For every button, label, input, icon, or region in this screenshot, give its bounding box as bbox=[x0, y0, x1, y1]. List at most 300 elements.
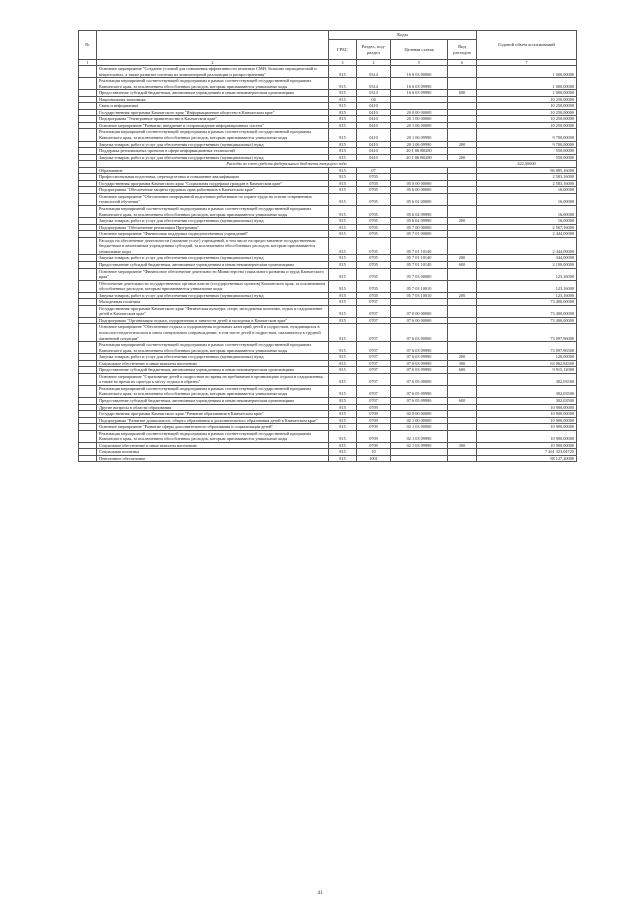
row-grbs: 815 bbox=[329, 193, 357, 205]
row-grbs: 815 bbox=[329, 354, 357, 361]
row-razdel: 0709 bbox=[357, 404, 391, 411]
row-grbs: 815 bbox=[329, 305, 357, 317]
row-razdel: 0410 bbox=[357, 109, 391, 116]
row-name: Связь и информатика bbox=[97, 103, 329, 110]
row-razdel: 1001 bbox=[357, 455, 391, 462]
row-razdel: 0709 bbox=[357, 417, 391, 424]
row-name: Подпрограмма "Электронное правительство в Камчатском крае" bbox=[97, 116, 329, 123]
row-amount: 10 900,00000 bbox=[477, 404, 577, 411]
row-name: Основное мероприятие "Развитие, внедрение и сопровождение информационных систем" bbox=[97, 122, 329, 129]
row-amount: 73 400,00000 bbox=[477, 317, 577, 324]
row-csr: 07 6 03 00000 bbox=[391, 324, 448, 342]
row-grbs: 815 bbox=[329, 360, 357, 367]
row-grbs: 815 bbox=[329, 90, 357, 97]
row-grbs: 815 bbox=[329, 122, 357, 129]
row-number-cell bbox=[79, 193, 97, 205]
row-vr bbox=[448, 305, 477, 317]
row-amount: 10 900,00000 bbox=[477, 442, 577, 449]
row-csr: 07 6 05 09990 bbox=[391, 397, 448, 404]
row-vr: 300 bbox=[448, 442, 477, 449]
row-razdel: 0410 bbox=[357, 148, 391, 155]
header-amount: Годовой объем ассигнований bbox=[477, 31, 577, 60]
row-csr: 02 1 03 09990 bbox=[391, 442, 448, 449]
row-vr bbox=[448, 237, 477, 255]
row-name: Пенсионное обеспечение bbox=[97, 455, 329, 462]
row-number-cell bbox=[79, 129, 97, 141]
row-razdel: 0705 bbox=[357, 261, 391, 268]
row-grbs: 815 bbox=[329, 154, 357, 161]
row-csr: 05 7 00 00000 bbox=[391, 224, 448, 231]
row-csr: 05 7 03 00000 bbox=[391, 268, 448, 280]
row-amount: 73 400,00000 bbox=[477, 299, 577, 306]
row-csr: 07 6 03 09990 bbox=[391, 342, 448, 354]
row-amount: 2 583,16000 bbox=[477, 174, 577, 181]
row-amount: 302,03500 bbox=[477, 397, 577, 404]
row-csr: 16 6 03 09990 bbox=[391, 90, 448, 97]
row-csr: 02 0 00 00000 bbox=[391, 411, 448, 418]
header-grbs: ГРБС bbox=[329, 40, 357, 60]
row-grbs: 815 bbox=[329, 342, 357, 354]
row-name: Закупка товаров, работ и услуг для обеспечения государственных (муниципальных) нужд bbox=[97, 255, 329, 262]
row-razdel: 0707 bbox=[357, 342, 391, 354]
row-name: Социальная политика bbox=[97, 449, 329, 456]
row-grbs: 815 bbox=[329, 424, 357, 431]
row-csr: 07 6 00 00000 bbox=[391, 317, 448, 324]
row-vr bbox=[448, 268, 477, 280]
table-row bbox=[79, 206, 577, 218]
row-csr: 20 1 06 09990 bbox=[391, 129, 448, 141]
row-note: Расходы за счет средств федерального бюджета текущего года bbox=[97, 161, 477, 168]
row-razdel: 0707 bbox=[357, 305, 391, 317]
row-name: Основное мероприятие "Создание условий для повышения эффективности печатных СМИ, больших периодический и вещательных, а также развитие системы их компьютерной реализации и распространения" bbox=[97, 66, 329, 78]
row-number-cell bbox=[79, 305, 97, 317]
row-name: Подпрограмма "Обеспечение реализации Программы" bbox=[97, 224, 329, 231]
row-grbs: 815 bbox=[329, 78, 357, 90]
row-amount: 10 250,00000 bbox=[477, 116, 577, 123]
row-grbs: 815 bbox=[329, 231, 357, 238]
row-grbs: 815 bbox=[329, 373, 357, 385]
table-row bbox=[79, 129, 577, 141]
row-csr: 02 1 03 09990 bbox=[391, 430, 448, 442]
header-codes: Коды bbox=[329, 31, 477, 40]
table-row bbox=[79, 268, 577, 280]
table-row bbox=[79, 280, 577, 292]
row-csr: 07 6 03 09990 bbox=[391, 354, 448, 361]
row-grbs: 815 bbox=[329, 237, 357, 255]
table-row bbox=[79, 455, 577, 462]
row-amount: 73 097,96500 bbox=[477, 342, 577, 354]
row-csr: 05 7 01 00000 bbox=[391, 231, 448, 238]
row-name: Предоставление субсидий бюджетным, автономным учреждениям и иным некоммерческим организациям bbox=[97, 397, 329, 404]
row-razdel: 0410 bbox=[357, 122, 391, 129]
row-name: Обеспечение деятельности государственных органов власти (государственных органов) Камчатского края, за исключением обособленных расходов, которым присваиваются уникальные коды bbox=[97, 280, 329, 292]
row-grbs: 815 bbox=[329, 385, 357, 397]
row-amount: 522,50000 bbox=[477, 161, 577, 168]
row-vr: 200 bbox=[448, 354, 477, 361]
header-name-cell bbox=[97, 31, 329, 60]
row-vr: 200 bbox=[448, 218, 477, 225]
row-vr bbox=[448, 455, 477, 462]
row-amount: 2 444,00000 bbox=[477, 231, 577, 238]
row-csr: 05 7 01 10140 bbox=[391, 261, 448, 268]
row-grbs: 815 bbox=[329, 397, 357, 404]
row-razdel: 0707 bbox=[357, 373, 391, 385]
row-csr: 05 6 00 00000 bbox=[391, 187, 448, 194]
row-vr bbox=[448, 324, 477, 342]
row-number-cell bbox=[79, 342, 97, 354]
row-razdel: 0705 bbox=[357, 292, 391, 299]
row-name: Предоставление субсидий бюджетным, автономным учреждениям и иным некоммерческим организациям bbox=[97, 261, 329, 268]
row-grbs: 815 bbox=[329, 224, 357, 231]
row-grbs: 815 bbox=[329, 442, 357, 449]
row-csr: 20 1 06 00000 bbox=[391, 122, 448, 129]
table-row bbox=[79, 324, 577, 342]
row-number-cell bbox=[79, 373, 97, 385]
row-amount: 2 567,16000 bbox=[477, 224, 577, 231]
row-grbs: 815 bbox=[329, 174, 357, 181]
row-razdel: 0705 bbox=[357, 187, 391, 194]
column-index: 7 bbox=[477, 60, 577, 66]
row-vr bbox=[448, 206, 477, 218]
row-vr bbox=[448, 385, 477, 397]
row-grbs: 815 bbox=[329, 103, 357, 110]
row-name: Государственная программа Камчатского края "Развитие образования в Камчатском крае" bbox=[97, 411, 329, 418]
row-amount: 1 000,00000 bbox=[477, 66, 577, 78]
row-razdel: 0410 bbox=[357, 116, 391, 123]
row-amount: 128,00000 bbox=[477, 354, 577, 361]
row-grbs: 815 bbox=[329, 66, 357, 78]
row-name: Национальная экономика bbox=[97, 96, 329, 103]
table-row bbox=[79, 373, 577, 385]
row-csr: 05 6 02 09990 bbox=[391, 218, 448, 225]
budget-rows bbox=[79, 66, 577, 462]
row-grbs: 815 bbox=[329, 187, 357, 194]
row-razdel: 0707 bbox=[357, 397, 391, 404]
row-grbs: 815 bbox=[329, 404, 357, 411]
header-csr: Целевая статья bbox=[391, 40, 448, 60]
row-amount: 344,00000 bbox=[477, 255, 577, 262]
row-name: Основное мероприятие "Обеспечение непрерывной подготовки работников по охране труда на основе современных технологий обучения" bbox=[97, 193, 329, 205]
row-name: Расходы на обеспечение деятельности (оказание услуг) учреждений, в том числе на предоставление государственным бюджетным и автономным учреждениям субсидий, за исключением обособленных расходов, которым присваиваются уникальные коды bbox=[97, 237, 329, 255]
header-vr: Вид расходов bbox=[448, 40, 477, 60]
row-vr bbox=[448, 430, 477, 442]
row-vr bbox=[448, 342, 477, 354]
row-name: Основное мероприятие "Страхование детей и подростков во время их пребывания в организациях отдыха и оздоровления, а также во время их проезда к месту отдыха и обратно" bbox=[97, 373, 329, 385]
row-vr bbox=[448, 373, 477, 385]
row-razdel: 0709 bbox=[357, 424, 391, 431]
row-razdel: 0707 bbox=[357, 367, 391, 374]
row-amount: 88 127,20000 bbox=[477, 455, 577, 462]
row-amount: 63 062,84500 bbox=[477, 360, 577, 367]
row-razdel: 0707 bbox=[357, 299, 391, 306]
row-name: Основное мероприятие "Развитие сферы дополнительного образования и социализации детей" bbox=[97, 424, 329, 431]
row-number-cell bbox=[79, 324, 97, 342]
row-razdel: 0410 bbox=[357, 103, 391, 110]
row-razdel: 0709 bbox=[357, 411, 391, 418]
row-amount: 16,00000 bbox=[477, 193, 577, 205]
row-name: Подпрограмма "Обеспечение защиты трудовых прав работников в Камчатском крае" bbox=[97, 187, 329, 194]
row-razdel: 04 bbox=[357, 96, 391, 103]
row-razdel: 0707 bbox=[357, 317, 391, 324]
row-razdel: 0705 bbox=[357, 206, 391, 218]
row-name: Молодежная политика bbox=[97, 299, 329, 306]
row-vr: 200 bbox=[448, 255, 477, 262]
row-csr: 20 1 00 00000 bbox=[391, 116, 448, 123]
table-row bbox=[79, 430, 577, 442]
row-name: Другие вопросы в области образования bbox=[97, 404, 329, 411]
row-razdel: 0705 bbox=[357, 174, 391, 181]
row-name: Закупка товаров, работ и услуг для обеспечения государственных (муниципальных) нужд bbox=[97, 292, 329, 299]
row-amount: 10 250,00000 bbox=[477, 109, 577, 116]
row-name: Подпрограмма "Организация отдыха, оздоровления и занятости детей и молодежи в Камчатском крае" bbox=[97, 317, 329, 324]
row-razdel: 0705 bbox=[357, 218, 391, 225]
row-amount: 7 261 323,04725 bbox=[477, 449, 577, 456]
row-amount: 9 700,00000 bbox=[477, 129, 577, 141]
row-csr: 05 0 00 00000 bbox=[391, 180, 448, 187]
row-razdel: 0709 bbox=[357, 442, 391, 449]
row-grbs: 815 bbox=[329, 206, 357, 218]
row-name: Реализация мероприятий соответствующей подпрограммы в рамках соответствующей государственной программы Камчатского края, за исключением обособленных расходов, которым присваиваются уникальные коды bbox=[97, 342, 329, 354]
table-row bbox=[79, 66, 577, 78]
row-amount: 123,16000 bbox=[477, 268, 577, 280]
row-number-cell bbox=[79, 385, 97, 397]
row-grbs: 815 bbox=[329, 109, 357, 116]
row-razdel: 0705 bbox=[357, 280, 391, 292]
row-csr: 05 7 03 10010 bbox=[391, 292, 448, 299]
row-razdel: 0709 bbox=[357, 430, 391, 442]
row-csr: 16 6 03 09990 bbox=[391, 78, 448, 90]
row-amount: 10 900,00000 bbox=[477, 411, 577, 418]
row-csr: 07 6 03 09990 bbox=[391, 367, 448, 374]
row-vr: 600 bbox=[448, 367, 477, 374]
row-number-cell bbox=[79, 78, 97, 90]
row-name: Реализация мероприятий соответствующей подпрограммы в рамках соответствующей государственной программы Камчатского края, за исключением обособленных расходов, которым присваиваются уникальные коды bbox=[97, 78, 329, 90]
row-razdel: 07 bbox=[357, 167, 391, 174]
table-row bbox=[79, 78, 577, 90]
row-name: Основное мероприятие "Финансовая поддержка подведомственных учреждений" bbox=[97, 231, 329, 238]
row-vr: 200 bbox=[448, 141, 477, 148]
row-name: Закупка товаров, работ и услуг для обеспечения государственных (муниципальных) нужд bbox=[97, 154, 329, 161]
row-grbs: 815 bbox=[329, 417, 357, 424]
row-csr: 05 7 01 10140 bbox=[391, 237, 448, 255]
row-csr: 07 0 00 00000 bbox=[391, 305, 448, 317]
row-csr: 20 1 06 R0280 bbox=[391, 148, 448, 155]
row-amount: 550,00000 bbox=[477, 148, 577, 155]
row-amount: 1 000,00000 bbox=[477, 78, 577, 90]
budget-table-sheet bbox=[78, 30, 576, 462]
column-index: 6 bbox=[448, 60, 477, 66]
row-grbs: 815 bbox=[329, 141, 357, 148]
row-grbs: 815 bbox=[329, 367, 357, 374]
row-grbs: 815 bbox=[329, 455, 357, 462]
column-index: 5 bbox=[391, 60, 448, 66]
row-vr: 600 bbox=[448, 261, 477, 268]
row-razdel: 0707 bbox=[357, 360, 391, 367]
row-grbs: 815 bbox=[329, 292, 357, 299]
row-name: Государственная программа Камчатского края "Физическая культура, спорт, молодежная политика, отдых и оздоровление детей в Камчатском крае" bbox=[97, 305, 329, 317]
table-row bbox=[79, 305, 577, 317]
row-amount: 2 583,16000 bbox=[477, 180, 577, 187]
table-row bbox=[79, 385, 577, 397]
row-name: Социальное обеспечение и иные выплаты населению bbox=[97, 360, 329, 367]
row-grbs: 815 bbox=[329, 148, 357, 155]
row-name: Предоставление субсидий бюджетным, автономным учреждениям и иным некоммерческим организациям bbox=[97, 367, 329, 374]
row-razdel: 0314 bbox=[357, 78, 391, 90]
row-grbs: 815 bbox=[329, 299, 357, 306]
row-number-cell bbox=[79, 455, 97, 462]
row-csr: 16 6 03 00000 bbox=[391, 66, 448, 78]
row-razdel: 0410 bbox=[357, 129, 391, 141]
row-vr: 200 bbox=[448, 292, 477, 299]
row-razdel: 0410 bbox=[357, 154, 391, 161]
table-row bbox=[79, 237, 577, 255]
row-razdel: 0314 bbox=[357, 66, 391, 78]
row-name: Социальное обеспечение и иные выплаты населению bbox=[97, 442, 329, 449]
row-csr: 07 6 05 00000 bbox=[391, 373, 448, 385]
row-amount: 10 900,00000 bbox=[477, 417, 577, 424]
column-index: 2 bbox=[97, 60, 329, 66]
row-amount: 9 915,12000 bbox=[477, 367, 577, 374]
row-grbs: 815 bbox=[329, 430, 357, 442]
row-csr: 05 6 02 09990 bbox=[391, 206, 448, 218]
row-razdel: 0410 bbox=[357, 141, 391, 148]
row-grbs: 815 bbox=[329, 317, 357, 324]
row-razdel: 0705 bbox=[357, 193, 391, 205]
row-name: Профессиональная подготовка, переподготовка и повышение квалификации bbox=[97, 174, 329, 181]
row-razdel: 0705 bbox=[357, 268, 391, 280]
row-razdel: 10 bbox=[357, 449, 391, 456]
row-grbs: 815 bbox=[329, 180, 357, 187]
budget-table bbox=[78, 30, 577, 462]
column-index: 3 bbox=[329, 60, 357, 66]
row-amount: 2 100,00000 bbox=[477, 261, 577, 268]
row-grbs: 815 bbox=[329, 268, 357, 280]
table-row bbox=[79, 193, 577, 205]
row-csr: 20 0 00 00000 bbox=[391, 109, 448, 116]
row-vr bbox=[448, 280, 477, 292]
row-grbs: 815 bbox=[329, 167, 357, 174]
row-amount: 123,16000 bbox=[477, 280, 577, 292]
row-name: Государственная программа Камчатского края "Информационное общество в Камчатском крае" bbox=[97, 109, 329, 116]
row-csr: 07 6 03 09990 bbox=[391, 360, 448, 367]
row-vr bbox=[448, 193, 477, 205]
row-grbs: 815 bbox=[329, 261, 357, 268]
row-csr: 20 1 06 R0280 bbox=[391, 154, 448, 161]
row-grbs: 815 bbox=[329, 411, 357, 418]
column-index: 4 bbox=[357, 60, 391, 66]
header-razdel: Раздел, под-раздел bbox=[357, 40, 391, 60]
row-amount: 73 400,00000 bbox=[477, 305, 577, 317]
row-number-cell bbox=[79, 206, 97, 218]
row-grbs: 815 bbox=[329, 324, 357, 342]
row-csr: 07 6 05 09990 bbox=[391, 385, 448, 397]
row-amount: 16,00000 bbox=[477, 206, 577, 218]
row-grbs: 815 bbox=[329, 280, 357, 292]
row-amount: 302,03500 bbox=[477, 385, 577, 397]
row-grbs: 815 bbox=[329, 449, 357, 456]
row-grbs: 815 bbox=[329, 255, 357, 262]
row-razdel: 0707 bbox=[357, 385, 391, 397]
row-vr: 300 bbox=[448, 360, 477, 367]
row-number-cell bbox=[79, 280, 97, 292]
row-razdel: 0707 bbox=[357, 324, 391, 342]
row-amount: 10 250,00000 bbox=[477, 122, 577, 129]
row-name: Подпрограмма "Развитие дошкольного, общего образования и дополнительного образования детей в Камчатском крае" bbox=[97, 417, 329, 424]
row-razdel: 0707 bbox=[357, 354, 391, 361]
row-grbs: 815 bbox=[329, 116, 357, 123]
row-vr: 600 bbox=[448, 397, 477, 404]
row-razdel: 0705 bbox=[357, 180, 391, 187]
row-csr: 05 6 02 00000 bbox=[391, 193, 448, 205]
row-amount: 2 444,00000 bbox=[477, 237, 577, 255]
row-razdel: 0705 bbox=[357, 224, 391, 231]
row-name: Образование bbox=[97, 167, 329, 174]
row-razdel: 0314 bbox=[357, 90, 391, 97]
row-name: Закупка товаров, работ и услуг для обеспечения государственных (муниципальных) нужд bbox=[97, 354, 329, 361]
row-name: Реализация мероприятий соответствующей подпрограммы в рамках соответствующей государственной программы Камчатского края, за исключением обособленных расходов, которым присваиваются уникальные коды bbox=[97, 385, 329, 397]
row-amount: 550,00000 bbox=[477, 154, 577, 161]
row-grbs: 815 bbox=[329, 218, 357, 225]
row-amount: 10 250,00000 bbox=[477, 96, 577, 103]
row-amount: 1 000,00000 bbox=[477, 90, 577, 97]
row-name: Основное мероприятие "Финансовое обеспечение деятельности Министерства социального развития и труда Камчатского края" bbox=[97, 268, 329, 280]
row-name: Государственная программа Камчатского края "Социальная поддержка граждан в Камчатском крае" bbox=[97, 180, 329, 187]
row-razdel: 0705 bbox=[357, 237, 391, 255]
row-grbs: 815 bbox=[329, 129, 357, 141]
row-csr: 02 1 03 00000 bbox=[391, 424, 448, 431]
row-vr: 600 bbox=[448, 90, 477, 97]
row-number-cell bbox=[79, 66, 97, 78]
row-csr: 05 7 01 10140 bbox=[391, 255, 448, 262]
row-vr: 200 bbox=[448, 154, 477, 161]
row-name: Реализация мероприятий соответствующей подпрограммы в рамках соответствующей государственной программы Камчатского края, за исключением обособленных расходов, которым присваиваются уникальные коды bbox=[97, 206, 329, 218]
row-amount: 10 900,00000 bbox=[477, 424, 577, 431]
row-razdel: 0705 bbox=[357, 255, 391, 262]
row-csr bbox=[391, 455, 448, 462]
row-amount: 86 885,16000 bbox=[477, 167, 577, 174]
header-num: № bbox=[79, 31, 97, 60]
row-csr: 20 1 06 09990 bbox=[391, 141, 448, 148]
row-vr bbox=[448, 129, 477, 141]
row-name: Предоставление субсидий бюджетным, автономным учреждениям и иным некоммерческим организациям bbox=[97, 90, 329, 97]
row-amount: 302,03500 bbox=[477, 373, 577, 385]
row-amount: 123,16000 bbox=[477, 292, 577, 299]
row-amount: 16,00000 bbox=[477, 187, 577, 194]
row-number-cell bbox=[79, 268, 97, 280]
row-razdel: 0705 bbox=[357, 231, 391, 238]
row-amount: 16,00000 bbox=[477, 218, 577, 225]
row-grbs: 815 bbox=[329, 96, 357, 103]
row-number-cell bbox=[79, 237, 97, 255]
row-name: Поддержка региональных проектов в сфере информационных технологий bbox=[97, 148, 329, 155]
row-name: Реализация мероприятий соответствующей подпрограммы в рамках соответствующей государственной программы Камчатского края, за исключением обособленных расходов, которым присваиваются уникальные коды bbox=[97, 430, 329, 442]
row-number-cell bbox=[79, 430, 97, 442]
row-name: Закупка товаров, работ и услуг для обеспечения государственных (муниципальных) нужд bbox=[97, 218, 329, 225]
row-vr bbox=[448, 66, 477, 78]
row-name: Закупка товаров, работ и услуг для обеспечения государственных (муниципальных) нужд bbox=[97, 141, 329, 148]
row-amount: 10 900,00000 bbox=[477, 430, 577, 442]
row-csr: 02 1 00 00000 bbox=[391, 417, 448, 424]
row-amount: 10 250,00000 bbox=[477, 103, 577, 110]
table-row bbox=[79, 342, 577, 354]
row-vr bbox=[448, 78, 477, 90]
column-index: 1 bbox=[79, 60, 97, 66]
row-name: Реализация мероприятий соответствующей подпрограммы в рамках соответствующей государственной программы Камчатского края, за исключением обособленных расходов, которым присваиваются уникальные коды bbox=[97, 129, 329, 141]
row-amount: 73 097,96000 bbox=[477, 324, 577, 342]
row-name: Основное мероприятие "Обеспечение отдыха и оздоровления отдельных категорий детей и подростков, нуждающихся в психолого-педагогическом и ином специальном сопровождении, в том числе детей и подростков, оказавшихся в трудной жизненной ситуации" bbox=[97, 324, 329, 342]
row-csr: 05 7 03 10010 bbox=[391, 280, 448, 292]
row-amount: 9 700,00000 bbox=[477, 141, 577, 148]
